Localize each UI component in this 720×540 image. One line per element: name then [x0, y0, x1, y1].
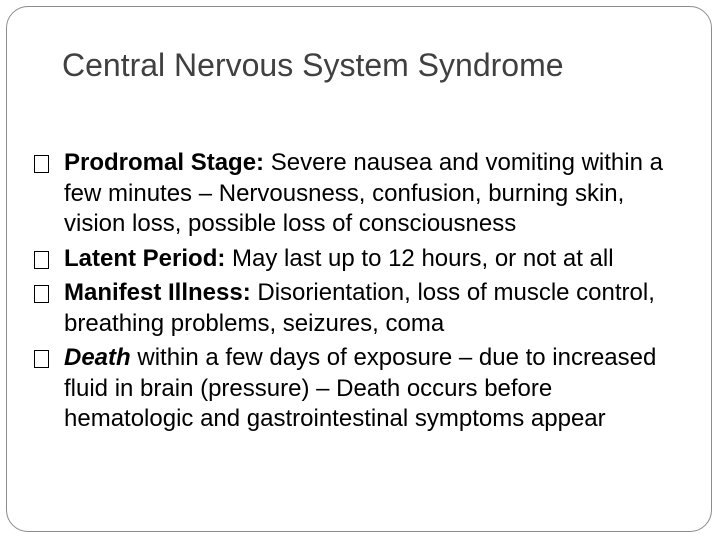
bullet-text: Disorientation, loss of muscle control, breathing problems, seizures, coma	[64, 279, 655, 337]
bullet-lead: Manifest Illness:	[64, 279, 251, 306]
bullet-lead: Latent Period:	[64, 244, 226, 272]
bullet-marker-icon	[34, 155, 49, 173]
bullet-lead: Death	[64, 344, 131, 371]
slide-title: Central Nervous System Syndrome	[62, 47, 564, 83]
bullet-marker-icon	[34, 251, 49, 269]
bullet-death	[34, 343, 684, 435]
bullet-lead: Prodromal Stage:	[64, 149, 265, 176]
bullet-text: within a few days of exposure – due to increased fluid in brain (pressure) – Death occurs before hematologic and gastrointestinal symptoms appear	[64, 344, 657, 432]
bullet-text: Severe nausea and vomiting within a few minutes – Nervousness, confusion, burning skin, vision loss, possible loss of consciousness	[64, 149, 663, 237]
bullet-text: May last up to 12 hours, or not at all	[225, 244, 614, 272]
bullet-prodromal-stage	[34, 148, 684, 240]
bullet-list	[34, 148, 684, 439]
bullet-marker-icon	[34, 350, 49, 368]
bullet-manifest-illness	[34, 278, 684, 339]
bullet-latent-period	[34, 244, 684, 275]
bullet-marker-icon	[34, 285, 49, 303]
